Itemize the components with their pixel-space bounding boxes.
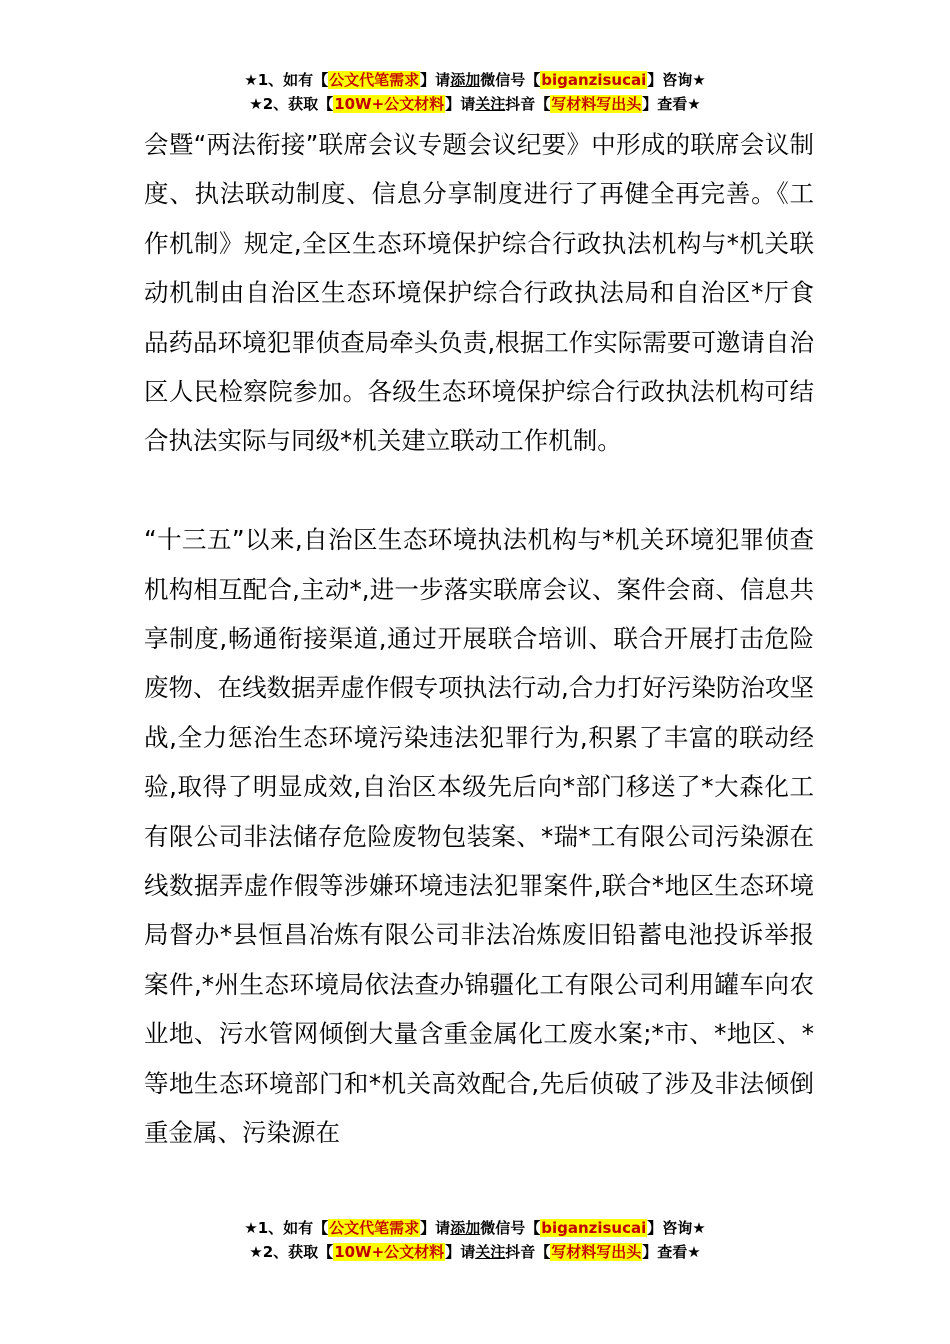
follow-text: 关注	[475, 1243, 506, 1261]
header-banner	[0, 68, 950, 116]
banner-line-1: ★1、如有【公文代笔需求】请添加微信号【biganzisucai】咨询★	[244, 1219, 706, 1237]
highlight-materials: 10W+公文材料	[334, 1243, 445, 1261]
follow-text: 关注	[475, 95, 506, 113]
footer-banner	[0, 1216, 950, 1264]
document-body	[144, 120, 814, 1158]
highlight-materials: 10W+公文材料	[334, 95, 445, 113]
douyin-account: 写材料写出头	[551, 1243, 642, 1261]
highlight-writing-service: 公文代笔需求	[329, 1219, 420, 1237]
paragraph-1: 会暨“两法衔接”联席会议专题会议纪要》中形成的联席会议制度、执法联动制度、信息分享制度进行了再健全再完善。《工作机制》规定,全区生态环境保护综合行政执法机构与*机关联动机制由自治区生态环境保护综合行政执法局和自治区*厅食品药品环境犯罪侦查局牵头负责,根据工作实际需要可邀请自治区人民检察院参加。各级生态环境保护综合行政执法机构可结合执法实际与同级*机关建立联动工作机制。	[144, 130, 814, 456]
wechat-id: biganzisucai	[541, 71, 647, 89]
banner-line-2: ★2、获取【10W+公文材料】请关注抖音【写材料写出头】查看★	[249, 1243, 701, 1261]
add-text: 添加	[450, 1219, 481, 1237]
wechat-id: biganzisucai	[541, 1219, 647, 1237]
banner-line-1: ★1、如有【公文代笔需求】请添加微信号【biganzisucai】咨询★	[244, 71, 706, 89]
paragraph-2: “十三五”以来,自治区生态环境执法机构与*机关环境犯罪侦查机构相互配合,主动*,进一步落实联席会议、案件会商、信息共享制度,畅通衔接渠道,通过开展联合培训、联合开展打击危险废物、在线数据弄虚作假专项执法行动,合力打好污染防治攻坚战,全力惩治生态环境污染违法犯罪行为,积累了丰富的联动经验,取得了明显成效,自治区本级先后向*部门移送了*大森化工有限公司非法储存危险废物包装案、*瑞*工有限公司污染源在线数据弄虚作假等涉嫌环境违法犯罪案件,联合*地区生态环境局督办*县恒昌冶炼有限公司非法冶炼废旧铅蓄电池投诉举报案件,*州生态环境局依法查办锦疆化工有限公司利用罐车向农业地、污水管网倾倒大量含重金属化工废水案;*市、*地区、*等地生态环境部门和*机关高效配合,先后侦破了涉及非法倾倒重金属、污染源在	[144, 525, 814, 1148]
douyin-account: 写材料写出头	[551, 95, 642, 113]
banner-line-2: ★2、获取【10W+公文材料】请关注抖音【写材料写出头】查看★	[249, 95, 701, 113]
add-text: 添加	[450, 71, 481, 89]
highlight-writing-service: 公文代笔需求	[329, 71, 420, 89]
